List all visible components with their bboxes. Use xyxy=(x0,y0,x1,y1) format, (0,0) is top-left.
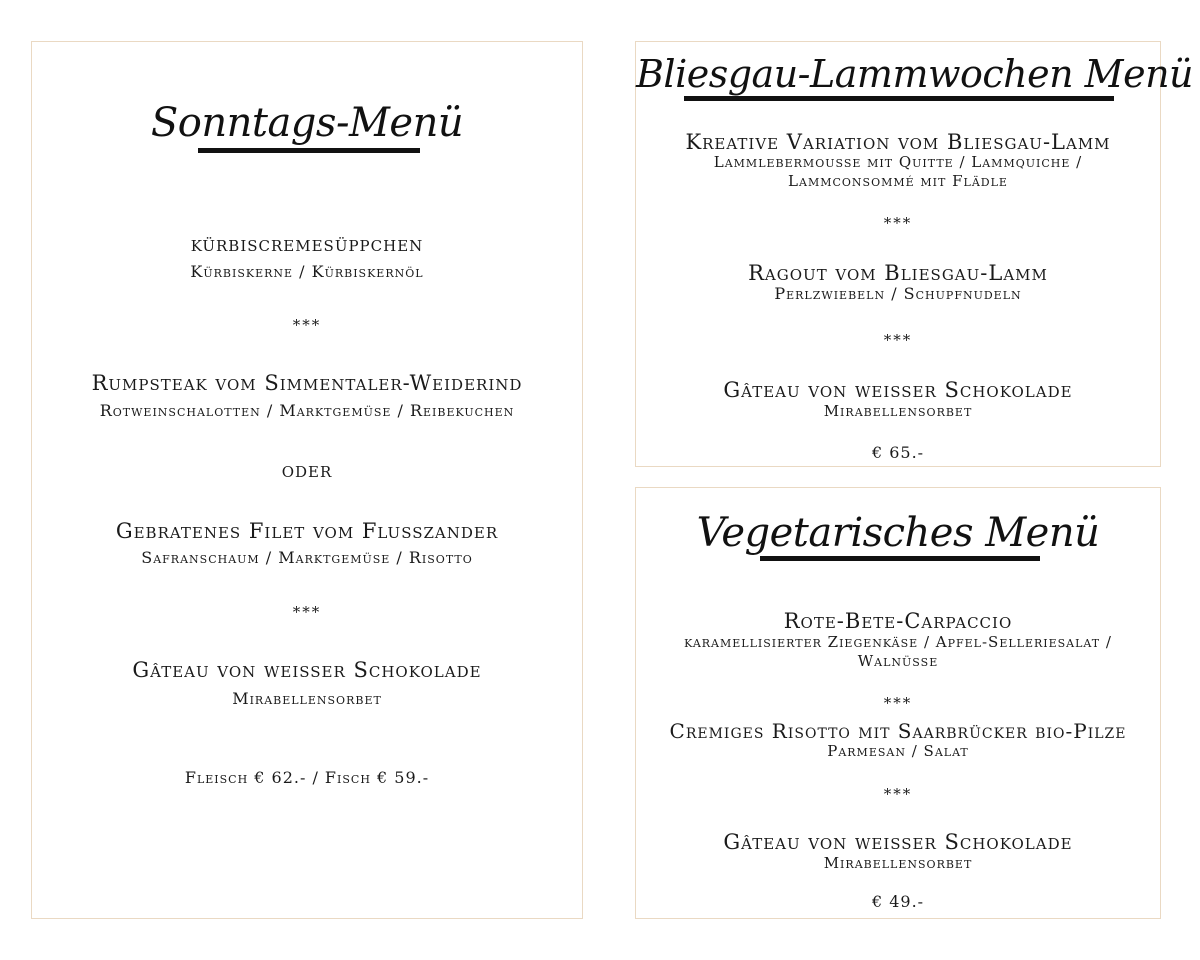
lamb-menu-card xyxy=(635,41,1194,467)
veg-course-3-dish: Gâteau von weisser Schokolade xyxy=(723,830,1073,854)
lamb-price: € 65.- xyxy=(871,443,925,462)
veg-menu-card xyxy=(635,487,1161,919)
sunday-separator-1: *** xyxy=(292,316,322,334)
sunday-price: Fleisch € 62.- / Fisch € 59.- xyxy=(184,768,430,787)
sunday-course-1-sides: Kürbiskerne / Kürbiskernöl xyxy=(190,262,424,281)
lamb-course-2-dish: Ragout vom Bliesgau-Lamm xyxy=(748,261,1048,285)
veg-course-1-sides-line-2: Walnüsse xyxy=(857,652,939,670)
lamb-course-3-dish: Gâteau von weisser Schokolade xyxy=(723,378,1073,402)
lamb-separator-1: *** xyxy=(883,214,913,232)
veg-menu-title-underline xyxy=(760,556,1040,561)
sunday-course-3-sides: Safranschaum / Marktgemüse / Risotto xyxy=(141,548,473,567)
lamb-separator-2: *** xyxy=(883,331,913,349)
lamb-course-1-sides-line-1: Lammlebermousse mit Quitte / Lammquiche / xyxy=(713,153,1083,171)
veg-price: € 49.- xyxy=(871,892,925,911)
sunday-menu-title-underline xyxy=(198,148,420,153)
veg-separator-1: *** xyxy=(883,694,913,712)
veg-course-2-dish: Cremiges Risotto mit Saarbrücker bio-Pilze xyxy=(669,719,1127,743)
veg-course-1-dish: Rote-Bete-Carpaccio xyxy=(783,609,1013,633)
sunday-course-2-dish: Rumpsteak vom Simmentaler-Weiderind xyxy=(91,371,523,395)
sunday-course-3-dish: Gebratenes Filet vom Flusszander xyxy=(115,519,499,543)
veg-menu-title: Vegetarisches Menü xyxy=(696,510,1100,556)
sunday-course-4-dish: Gâteau von weisser Schokolade xyxy=(132,658,482,682)
veg-course-3-sides: Mirabellensorbet xyxy=(823,854,973,872)
lamb-course-3-sides: Mirabellensorbet xyxy=(823,402,973,420)
lamb-menu-title-underline xyxy=(684,96,1114,101)
sunday-separator-2: *** xyxy=(292,603,322,621)
lamb-course-2-sides: Perlzwiebeln / Schupfnudeln xyxy=(774,284,1022,303)
sunday-menu-card xyxy=(31,41,583,919)
veg-separator-2: *** xyxy=(883,785,913,803)
sunday-course-2-sides: Rotweinschalotten / Marktgemüse / Reibekuchen xyxy=(99,401,515,420)
sunday-course-4-sides: Mirabellensorbet xyxy=(232,689,382,708)
lamb-course-1-dish: Kreative Variation vom Bliesgau-Lamm xyxy=(685,130,1111,154)
sunday-course-1-dish: kürbiscremesüppchen xyxy=(190,232,424,256)
sunday-menu-title: Sonntags-Menü xyxy=(150,100,464,146)
veg-course-2-sides: Parmesan / Salat xyxy=(827,742,969,760)
lamb-course-1-sides-line-2: Lammconsommé mit Flädle xyxy=(788,172,1008,190)
sunday-or-label: oder xyxy=(281,458,333,482)
lamb-menu-title: Bliesgau-Lammwochen Menü xyxy=(636,52,1194,96)
veg-course-1-sides-line-1: karamellisierter Ziegenkäse / Apfel-Selleriesalat / xyxy=(684,633,1112,651)
